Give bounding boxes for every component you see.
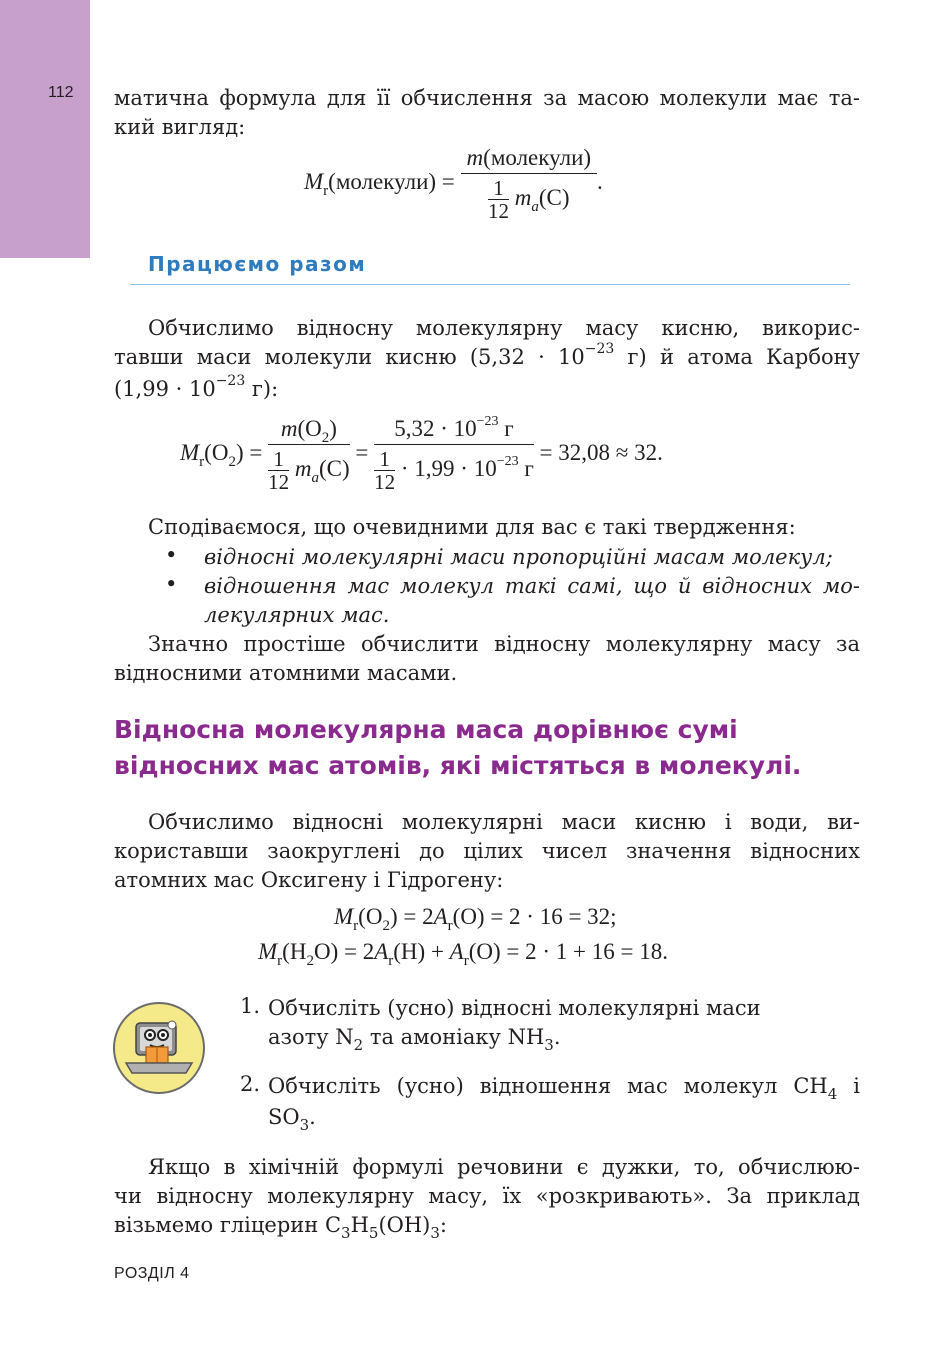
t: азоту N: [268, 1025, 354, 1049]
sub: 2: [321, 430, 330, 446]
sub: r: [388, 953, 394, 969]
task-1-line-2: [268, 1025, 561, 1054]
para4-line-3: [114, 1213, 447, 1242]
t: (H: [282, 939, 307, 964]
sub: r: [277, 953, 283, 969]
fraction: [461, 145, 598, 222]
para1-line-3: [114, 373, 279, 401]
sub-r: r: [199, 453, 205, 470]
task-2-number: 2.: [240, 1072, 261, 1096]
t: і: [837, 1074, 860, 1098]
chapter-side-tab: [0, 0, 90, 258]
t: г):: [245, 377, 279, 401]
denominator: [268, 445, 350, 493]
t: Обчисліть (усно) відношення мас молекул CH: [268, 1074, 828, 1098]
sub: 2: [382, 918, 390, 934]
para1-line-1: Обчислимо відносну молекулярну масу кисню, викорис-: [148, 316, 860, 340]
t: ) =: [235, 439, 263, 465]
t: (O: [297, 416, 322, 441]
para2-line-2: відносними атомними масами.: [114, 661, 458, 685]
bullet-dot: •: [165, 572, 178, 596]
t: H: [350, 1213, 369, 1237]
numerator: [374, 416, 534, 444]
sub-a: a: [311, 469, 319, 486]
water-example-text: [114, 808, 860, 895]
intro-line-2: кий вигляд:: [114, 115, 246, 139]
t: г) й атома Карбону: [614, 345, 861, 369]
sub-r: r: [323, 182, 329, 199]
one-twelfth: [374, 448, 395, 493]
var: M: [334, 904, 354, 929]
t: (H) +: [393, 939, 450, 964]
sub: r: [447, 918, 453, 934]
chapter-footer: РОЗДІЛ 4: [114, 1265, 190, 1282]
t: (1,99 · 10: [114, 377, 216, 401]
result: = 32,08 ≈ 32.: [539, 439, 663, 465]
t: ) = 2: [389, 904, 434, 929]
sub: 3: [544, 1036, 554, 1054]
sub: 4: [827, 1085, 838, 1103]
exp: −23: [584, 341, 615, 357]
numerator: [268, 416, 350, 444]
formula-molecule-mass: [304, 145, 603, 222]
t: O) = 2: [313, 939, 375, 964]
t: (O: [204, 439, 229, 465]
task-1-number: 1.: [240, 994, 261, 1018]
tail: .: [597, 168, 603, 194]
d: 12: [488, 199, 510, 223]
t: тавши маси молекули кисню (5,32 · 10: [114, 345, 585, 369]
sub: 3: [341, 1224, 351, 1242]
var-m: m: [514, 184, 532, 210]
one-twelfth: [488, 177, 509, 222]
rule-heading-line-1: Відносна молекулярна маса дорівнює сумі: [114, 715, 738, 744]
numerator: [461, 145, 598, 173]
var-m: m: [466, 145, 484, 170]
den-arg: (C): [538, 184, 570, 210]
one-twelfth: [268, 448, 289, 493]
t: (OH): [378, 1213, 431, 1237]
var-m: m: [280, 416, 298, 441]
sub: r: [463, 953, 469, 969]
para4-line-1: Якщо в хімічній формулі речовини є дужки, то, обчислюю-: [148, 1155, 860, 1179]
denominator: [374, 445, 534, 493]
rule-heading-line-2: відносних мас атомів, які містяться в молекулі.: [114, 751, 802, 780]
exp: −23: [476, 414, 499, 429]
sub: 3: [430, 1224, 440, 1242]
t: (C): [318, 455, 350, 481]
n: 1: [273, 447, 284, 471]
t: 5,32 · 10: [394, 416, 477, 441]
var: A: [433, 904, 448, 929]
n: 1: [493, 176, 504, 200]
sub: 2: [353, 1036, 364, 1054]
t: г: [498, 416, 514, 441]
sub: 5: [368, 1224, 379, 1242]
var: M: [258, 939, 278, 964]
laptop-mascot-icon: [112, 1001, 206, 1095]
t: .: [309, 1105, 316, 1129]
fraction-2: [374, 416, 534, 493]
bullet-1: відносні молекулярні маси пропорційні масам молекул;: [204, 545, 833, 569]
intro-text: [114, 84, 860, 142]
var-M: M: [180, 439, 200, 465]
work-together-heading: Працюємо разом: [148, 252, 367, 276]
t: (O) = 2 · 16 = 32;: [452, 904, 617, 929]
para4-line-2: чи відносну молекулярну масу, їх «розкривають». За приклад: [114, 1184, 860, 1208]
intro-line-1: матична формула для її обчислення за масою молекули має та-: [114, 86, 860, 110]
task-1-line-1: Обчисліть (усно) відносні молекулярні маси: [268, 996, 761, 1020]
para3-line-2: користавши заокруглені до цілих чисел значення відносних: [114, 839, 860, 863]
para3-line-3: атомних мас Оксигену і Гідрогену:: [114, 868, 504, 892]
exp: −23: [496, 453, 519, 469]
bullet-2-line-1: відношення мас молекул такі самі, що й відносних мо-: [204, 574, 860, 598]
exp: −23: [215, 373, 246, 389]
fraction-1: [268, 416, 350, 493]
var: A: [449, 939, 464, 964]
page-number: 112: [48, 84, 74, 101]
task-1: [268, 994, 860, 1054]
t: :: [439, 1213, 447, 1237]
calc-oxygen: [334, 904, 617, 934]
formula-oxygen-mass: [180, 416, 663, 493]
hope-line: Сподіваємося, що очевидними для вас є такі твердження:: [148, 515, 796, 539]
para3-line-1: Обчислимо відносні молекулярні маси кисню і води, ви-: [148, 810, 860, 834]
var-m: m: [294, 455, 312, 481]
t: .: [553, 1025, 561, 1049]
oxygen-example-text: [114, 314, 860, 407]
simpler-text: [114, 630, 860, 688]
num-arg: (молекули): [483, 145, 592, 170]
sub: r: [353, 918, 359, 934]
sub: 2: [306, 953, 314, 969]
n: 1: [379, 447, 390, 471]
sub: 2: [228, 453, 236, 470]
equals: =: [355, 439, 369, 465]
bullet-dot: •: [165, 543, 178, 567]
t: SO: [268, 1105, 300, 1129]
bullet-2-line-2: лекулярних мас.: [204, 603, 390, 627]
t: ): [329, 416, 337, 441]
para2-line-1: Значно простіше обчислити відносну молекулярну масу за: [148, 632, 860, 656]
task-2: [268, 1072, 860, 1134]
bullet-2: [204, 572, 860, 630]
heading-divider: [130, 284, 850, 285]
calc-water: [258, 939, 668, 969]
t: г: [518, 455, 534, 481]
d: 12: [268, 470, 290, 494]
brackets-text: [114, 1153, 860, 1242]
task-2-line-2: [268, 1105, 316, 1134]
d: 12: [374, 470, 396, 494]
var: A: [374, 939, 389, 964]
t: (O: [358, 904, 383, 929]
t: візьмемо гліцерин C: [114, 1213, 342, 1237]
t: (O) = 2 · 1 + 16 = 18.: [468, 939, 668, 964]
lhs-arg: (молекули) =: [328, 168, 455, 194]
denominator: [461, 174, 598, 222]
t: · 1,99 · 10: [400, 455, 497, 481]
t: та амоніаку NH: [363, 1025, 545, 1049]
var-M: M: [304, 168, 324, 194]
task-2-line-1: [268, 1072, 860, 1103]
sub-a: a: [531, 198, 539, 215]
sub: 3: [299, 1116, 310, 1134]
para1-line-2: [114, 343, 860, 375]
